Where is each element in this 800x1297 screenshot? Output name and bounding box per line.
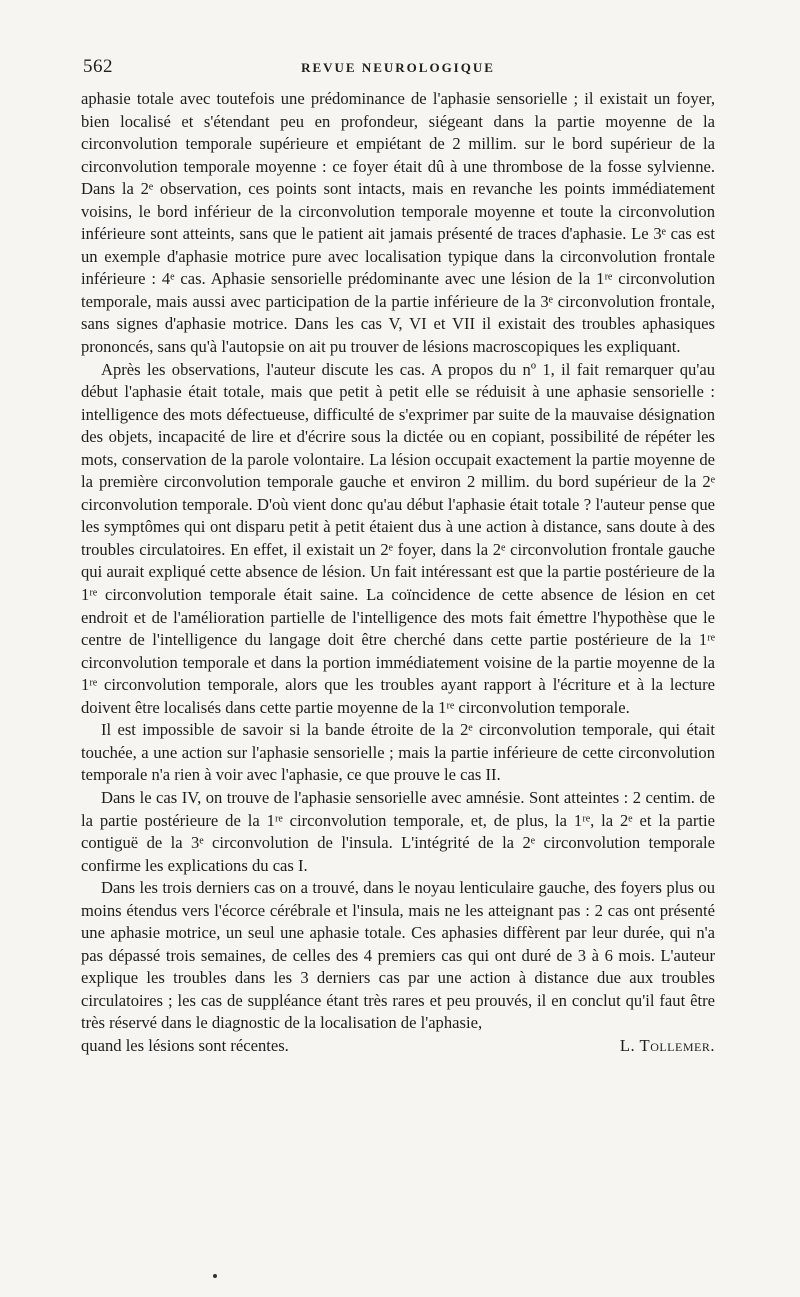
paragraph-1: aphasie totale avec toutefois une prédominance de l'aphasie sensorielle ; il existait un foyer, bien localisé et s'étendant peu en profondeur, siégeant dans la partie moyenne de la circonvolution temporale supérieure et empiétant de 2 millim. sur le bord supérieur de la circonvolution temporale moyenne : ce foyer était dû à une thrombose de la fosse sylvienne. Dans la 2ᵉ observation, ces points sont intacts, mais en revanche les points immédiatement voisins, le bord inférieur de la circonvolution temporale moyenne et toute la circonvolution inférieure sont atteints, sans que le patient ait jamais présenté de traces d'aphasie. Le 3ᵉ cas est un exemple d'aphasie motrice pure avec localisation typique dans la circonvolution frontale inférieure : 4ᵉ cas. Aphasie sensorielle prédominante avec une lésion de la 1ʳᵉ circonvolution temporale, mais aussi avec participation de la partie inférieure de la 3ᵉ circonvolution frontale, sans signes d'aphasie motrice. Dans les cas V, VI et VII il existait des troubles aphasiques prononcés, sans qu'à l'autopsie on ait pu trouver de lésions macroscopiques les expliquant. <box>81 89 715 357</box>
paragraph-3: Il est impossible de savoir si la bande étroite de la 2ᵉ circonvolution temporale, qui était touchée, a une action sur l'aphasie sensorielle ; mais la partie inférieure de cette circonvolution temporale n'a rien à voir avec l'aphasie, ce que prouve le cas II. <box>81 720 715 785</box>
author-signature: L. Tollemer. <box>619 1035 715 1055</box>
paragraph-4: Dans le cas IV, on trouve de l'aphasie sensorielle avec amnésie. Sont atteintes : 2 centim. de la partie postérieure de la 1ʳᵉ circonvolution temporale, et, de plus, la 1ʳᵉ, la 2ᵉ et la partie contiguë de la 3ᵉ circonvolution de l'insula. L'intégrité de la 2ᵉ circonvolution temporale confirme les explications du cas I. <box>81 787 715 875</box>
article-body <box>81 88 715 1058</box>
running-head: REVUE NEUROLOGIQUE <box>301 60 495 75</box>
print-speck <box>213 1274 217 1278</box>
page-header <box>83 56 713 82</box>
page-number: 562 <box>83 56 113 77</box>
paragraph-2: Après les observations, l'auteur discute les cas. A propos du nº 1, il fait remarquer qu'au début l'aphasie était totale, mais que petit à petit elle se réduisit à une aphasie sensorielle : intelligence des mots défectueuse, difficulté de s'exprimer par suite de la mauvaise désignation des objets, incapacité de lire et d'écrire sous la dictée ou en copiant, possibilité de répéter les mots, conservation de la parole volontaire. La lésion occupait exactement la partie moyenne de la première circonvolution temporale gauche et environ 2 millim. du bord supérieur de la 2ᵉ circonvolution temporale. D'où vient donc qu'au début l'aphasie était totale ? l'auteur pense que les symptômes qui ont disparu petit à petit étaient dus à une action à distance, sans doute à des troubles circulatoires. En effet, il existait un 2ᵉ foyer, dans la 2ᵉ circonvolution frontale gauche qui aurait expliqué cette absence de lésion. Un fait intéressant est que la partie postérieure de la 1ʳᵉ circonvolution temporale était saine. La coïncidence de cette absence de lésion en cet endroit et de l'amélioration partielle de l'intelligence des mots fait émettre l'hypothèse que le centre de l'intelligence du langage doit être cherché dans cette partie postérieure de la 1ʳᵉ circonvolution temporale et dans la portion immédiatement voisine de la partie moyenne de la 1ʳᵉ circonvolution temporale, alors que les troubles ayant rapport à l'écriture et à la lecture doivent être localisés dans cette partie moyenne de la 1ʳᵉ circonvolution temporale. <box>81 359 715 717</box>
closing-text: quand les lésions sont récentes. <box>81 1035 289 1055</box>
closing-line <box>81 1035 715 1058</box>
paragraph-5: Dans les trois derniers cas on a trouvé, dans le noyau lenticulaire gauche, des foyers plus ou moins étendus vers l'écorce cérébrale et l'insula, mais ne les atteignant pas : 2 cas ont présenté une aphasie motrice, un seul une aphasie totale. Ces aphasies diffèrent par leur durée, qui n'a pas dépassé trois semaines, de celles des 4 premiers cas qui ont duré de 3 à 6 mois. L'auteur explique les troubles dans les 3 derniers cas par une action à distance due aux troubles circulatoires ; les cas de suppléance étant très rares et peu prouvés, il en conclut qu'il faut être très réservé dans le diagnostic de la localisation de l'aphasie, <box>81 878 715 1033</box>
